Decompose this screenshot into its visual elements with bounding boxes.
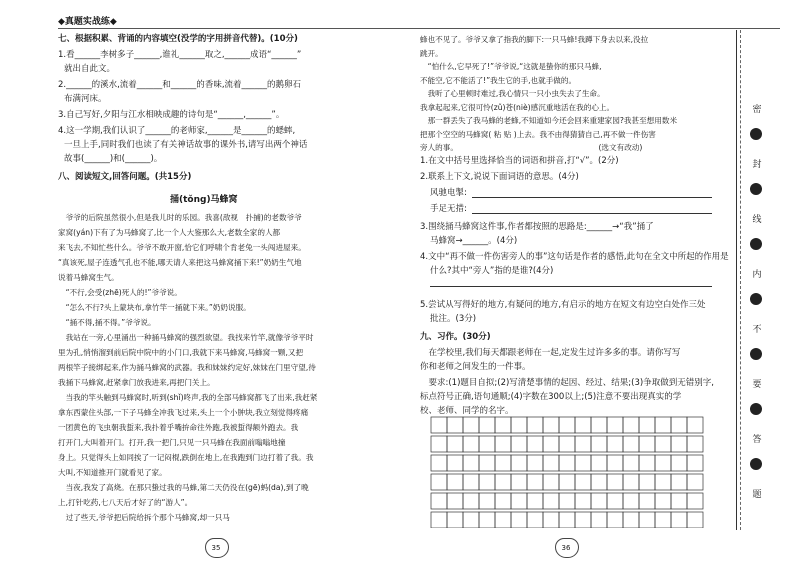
essay-line: 不能空,它不能活了!”我生它的手,也就手做的。	[420, 75, 577, 85]
grid-cell[interactable]	[559, 474, 575, 490]
grid-cell[interactable]	[687, 436, 703, 452]
grid-cell[interactable]	[591, 455, 607, 471]
essay-line: 当我的竿头触到马蜂窝时,听到(shǐ)咚声,我的全部马蜂窝都飞了出来,我赶紧	[58, 393, 318, 402]
grid-cell[interactable]	[655, 436, 671, 452]
grid-cell[interactable]	[431, 512, 447, 528]
q9-1: 在学校里,我们每天都跟老师在一起,定发生过许多多的事。请你写写	[420, 348, 681, 358]
grid-cell[interactable]	[639, 455, 655, 471]
writing-grid[interactable]	[430, 416, 710, 528]
grid-cell[interactable]	[607, 417, 623, 433]
grid-cell[interactable]	[559, 417, 575, 433]
grid-cell[interactable]	[527, 436, 543, 452]
q2: 2.联系上下文,说说下面词语的意思。(4分)	[420, 172, 579, 182]
grid-cell[interactable]	[447, 474, 463, 490]
q9-title: 九、习作。(30分)	[420, 332, 491, 342]
grid-cell[interactable]	[639, 474, 655, 490]
grid-cell[interactable]	[575, 493, 591, 509]
grid-cell[interactable]	[495, 436, 511, 452]
q3: 3.围绕捅马蜂窝这件事,作者都按照的思路是:______→“我”捅了	[420, 222, 654, 232]
grid-cell[interactable]	[447, 512, 463, 528]
grid-cell[interactable]	[495, 512, 511, 528]
binder-char: 不	[752, 325, 762, 335]
grid-cell[interactable]	[447, 417, 463, 433]
essay-line: 过了些天,爷爷把后院给拆个那个马蜂窝,却一只马	[58, 513, 230, 522]
grid-cell[interactable]	[559, 436, 575, 452]
essay-line: 一团黄色的飞虫朝我蜇来,我扑着乎嘴拚命往外跑,我被蜇得额外跑去。我	[58, 423, 299, 432]
grid-cell[interactable]	[463, 474, 479, 490]
grid-cell[interactable]	[591, 512, 607, 528]
grid-cell[interactable]	[607, 455, 623, 471]
grid-cell[interactable]	[639, 436, 655, 452]
grid-cell[interactable]	[479, 436, 495, 452]
q2b-answer-line[interactable]	[472, 213, 712, 214]
q9-2: 你和老师之间发生的一件事。	[420, 362, 531, 372]
grid-cell[interactable]	[607, 474, 623, 490]
grid-cell[interactable]	[527, 493, 543, 509]
essay-line: “怕什么,它早死了!”爷爷说,“这就是蛰你的那只马蜂,	[420, 62, 602, 71]
grid-cell[interactable]	[447, 493, 463, 509]
grid-cell[interactable]	[607, 493, 623, 509]
binder-char: 线	[752, 215, 762, 225]
binding-line	[736, 30, 737, 530]
grid-cell[interactable]	[479, 417, 495, 433]
grid-cell[interactable]	[511, 474, 527, 490]
grid-cell[interactable]	[687, 512, 703, 528]
grid-cell[interactable]	[687, 455, 703, 471]
grid-cell[interactable]	[479, 493, 495, 509]
grid-cell[interactable]	[527, 417, 543, 433]
q7-4c: 故事(______)和(______)。	[64, 154, 163, 164]
grid-cell[interactable]	[511, 417, 527, 433]
grid-cell[interactable]	[655, 455, 671, 471]
essay-line: “真该死,屋子连透气孔也不能,哪天请人来把这马蜂窝捅下来!”奶奶生气地	[58, 258, 302, 267]
grid-cell[interactable]	[479, 512, 495, 528]
grid-cell[interactable]	[495, 474, 511, 490]
binder-dot-icon	[750, 238, 762, 250]
essay-line: 身上。只觉得头上如同挨了一记闷棍,跌倒在地上,在我跑到门边打着了我。我	[58, 453, 314, 462]
q7-1b: 就出自此文。	[64, 64, 116, 74]
grid-cell[interactable]	[463, 436, 479, 452]
q7-4b: 一旦上手,同时我们也读了有关神话故事的课外书,请写出两个神话	[64, 140, 308, 150]
grid-cell[interactable]	[431, 493, 447, 509]
grid-cell[interactable]	[447, 436, 463, 452]
grid-cell[interactable]	[543, 455, 559, 471]
binder-char: 密	[752, 105, 762, 115]
grid-cell[interactable]	[575, 417, 591, 433]
grid-cell[interactable]	[575, 474, 591, 490]
grid-cell[interactable]	[591, 417, 607, 433]
grid-cell[interactable]	[495, 455, 511, 471]
essay-line: 爷爷的后院虽然很小,但是我儿时的乐园。我喜(敌视 扑捕)的老数爷爷	[58, 213, 302, 222]
grid-cell[interactable]	[463, 512, 479, 528]
essay-line: 我捅下马蜂窝,赶紧拿门放我进来,再把门关上。	[58, 378, 215, 387]
grid-cell[interactable]	[575, 455, 591, 471]
grid-cell[interactable]	[463, 493, 479, 509]
q9-5: 校、老师、同学的名字。	[420, 406, 514, 416]
essay-line: 当夜,我发了高烧。在那只蛰过我的马蜂,第二天仍没在(gē)蚂(da),到了晚	[58, 483, 309, 492]
essay-line: 说着马蜂窝生气。	[58, 273, 119, 282]
q7-4: 4.这一学期,我们认识了______的老师家,______是______的蟋蟀,	[58, 126, 296, 136]
grid-cell[interactable]	[671, 417, 687, 433]
essay-line: 打开门,大叫着开门。打开,我一把门,只见一只马蜂在我面前嗡嗡地撞	[58, 438, 286, 447]
q5: 5.尝试从写得好的地方,有疑问的地方,有启示的地方在短文有边空白处作三处	[420, 300, 706, 310]
essay-line: 跳开。	[420, 48, 443, 58]
grid-cell[interactable]	[607, 512, 623, 528]
q7-3: 3.自己写好,夕阳与江水相映成趣的诗句是“______,______”。	[58, 110, 285, 120]
essay-title: 捅(tǒng)马蜂窝	[170, 195, 238, 205]
q7-2: 2.______的溪水,流着______和______的香味,流着______的鹅卵石	[58, 80, 302, 90]
grid-cell[interactable]	[623, 417, 639, 433]
header: ◆真题实战练◆	[58, 17, 117, 27]
grid-cell[interactable]	[463, 455, 479, 471]
essay-line: “怎么不行?头上蒙块布,拿竹竿一捅就下来。”奶奶说服。	[58, 303, 251, 312]
grid-cell[interactable]	[591, 493, 607, 509]
grid-cell[interactable]	[543, 474, 559, 490]
grid-cell[interactable]	[575, 436, 591, 452]
binder-dot-icon	[750, 128, 762, 140]
grid-cell[interactable]	[687, 417, 703, 433]
essay-line: 家窝(yán)下有了为马蜂窝了,比一个人大鉴那么大,老数全家的人都	[58, 228, 281, 237]
binder-char: 答	[752, 435, 762, 445]
grid-cell[interactable]	[655, 512, 671, 528]
binder-dot-icon	[750, 458, 762, 470]
q3b: 马蜂窝→______。(4分)	[430, 236, 518, 246]
grid-cell[interactable]	[495, 493, 511, 509]
binder-dot-icon	[750, 183, 762, 195]
grid-cell[interactable]	[639, 417, 655, 433]
grid-cell[interactable]	[511, 493, 527, 509]
binder-char: 内	[752, 270, 762, 280]
grid-cell[interactable]	[671, 474, 687, 490]
binder-dot-icon	[750, 293, 762, 305]
grid-cell[interactable]	[527, 455, 543, 471]
essay-line: “不行,会受(zhē)死人的!”爷爷说。	[58, 288, 182, 297]
binder-dot-icon	[750, 348, 762, 360]
grid-cell[interactable]	[671, 512, 687, 528]
grid-cell[interactable]	[575, 512, 591, 528]
grid-cell[interactable]	[559, 455, 575, 471]
grid-cell[interactable]	[623, 512, 639, 528]
grid-cell[interactable]	[687, 493, 703, 509]
grid-cell[interactable]	[431, 455, 447, 471]
binder-dot-icon	[750, 403, 762, 415]
essay-line: 拿东西蒙住头部,一下子马蜂全冲我飞过来,头上一个小肿块,我立刻觉得疼痛	[58, 408, 309, 417]
grid-cell[interactable]	[511, 436, 527, 452]
grid-cell[interactable]	[623, 474, 639, 490]
grid-cell[interactable]	[687, 474, 703, 490]
grid-cell[interactable]	[543, 417, 559, 433]
essay-line: 来飞去,不知忙些什么。爷爷不敢开窗,恰它们呼啸个肯老兔一头闯进屋来。	[58, 243, 306, 252]
essay-line: 两根竿子接绑起来,作为捅马蜂窝的武器。我和妹妹约定好,妹妹在门里守望,待	[58, 363, 316, 372]
grid-cell[interactable]	[655, 417, 671, 433]
binder-char: 题	[752, 490, 762, 500]
grid-cell[interactable]	[607, 436, 623, 452]
essay-line: 把那个空空的马蜂窝( 粘 贴 )上去。我不由得猜猜自己,再不做一件伤害	[420, 129, 656, 139]
grid-cell[interactable]	[623, 436, 639, 452]
grid-cell[interactable]	[543, 512, 559, 528]
grid-cell[interactable]	[591, 474, 607, 490]
q5b: 批注。(3分)	[430, 314, 477, 324]
q4b: 什么?其中“旁人”指的是谁?(4分)	[430, 266, 554, 276]
grid-cell[interactable]	[543, 436, 559, 452]
q2a-answer-line[interactable]	[472, 197, 712, 198]
q9-4: 标点符号正确,语句通顺;(4)字数在300以上;(5)注意不要出现真实的学	[420, 392, 682, 402]
grid-cell[interactable]	[655, 474, 671, 490]
q7-2b: 布满河床。	[64, 94, 107, 104]
q9-3: 要求:(1)题目自拟;(2)写清楚事情的起因、经过、结果;(3)争取做到无错别字,	[420, 378, 714, 388]
essay-line: 蜂也不见了。爷爷又拿了指我的脚下:一只马蜂!我蹲下身去以来,没拉	[420, 35, 649, 44]
page-number: 36	[561, 544, 571, 552]
grid-cell[interactable]	[623, 493, 639, 509]
grid-cell[interactable]	[511, 512, 527, 528]
q7-title: 七、根据积累、背诵的内容填空(没学的字用拼音代替)。(10分)	[58, 34, 298, 44]
grid-cell[interactable]	[431, 436, 447, 452]
grid-cell[interactable]	[431, 417, 447, 433]
binder-char: 要	[752, 380, 762, 390]
grid-cell[interactable]	[527, 474, 543, 490]
q2a-label: 风驰电掣:	[430, 188, 467, 198]
grid-cell[interactable]	[639, 512, 655, 528]
grid-cell[interactable]	[655, 493, 671, 509]
grid-cell[interactable]	[671, 455, 687, 471]
grid-cell[interactable]	[463, 417, 479, 433]
essay-line: “捅不得,捅不得。”爷爷说。	[58, 318, 156, 327]
grid-cell[interactable]	[511, 455, 527, 471]
grid-cell[interactable]	[671, 436, 687, 452]
left-page	[0, 0, 390, 566]
grid-cell[interactable]	[495, 417, 511, 433]
essay-line: 上,打针吃药,七八天后才好了的“游人”。	[58, 498, 193, 507]
essay-line: 大叫,不知道推开门就看见了家。	[58, 468, 167, 477]
essay-line: 旁人的事。 (选文有改动)	[420, 143, 643, 152]
q8-title: 八、阅读短文,回答问题。(共15分)	[58, 172, 192, 182]
essay-line: 我拿起起来,它很可怜(zǔ)苍(niè)感沉重地活在我的心上。	[420, 102, 615, 112]
binding-margin	[724, 30, 780, 530]
grid-cell[interactable]	[671, 493, 687, 509]
q4: 4.文中“再不做一件伤害旁人的事”这句话是作者的感悟,此句在全文中所起的作用是	[420, 252, 729, 262]
essay-line: 我站在一旁,心里涌出一种捅马蜂窝的强烈欲望。我找来竹竿,就像爷爷平时	[58, 333, 314, 342]
q4-answer-line[interactable]	[430, 286, 712, 287]
grid-cell[interactable]	[559, 493, 575, 509]
q7-1: 1.看______李树多子______,谁礼______取之,______成语“______”	[58, 50, 302, 60]
binder-char: 封	[752, 160, 762, 170]
q2b-label: 手足无措:	[430, 204, 467, 214]
essay-line: 那一群丢失了我马蜂的老蜂,不知道如今还会回来重建家园?我甚至想用数米	[420, 116, 678, 125]
essay-line: 里为孔,悄悄溜到前后院中院中的小门口,我就下来马蜂窝,马蜂窝一颗,又把	[58, 348, 304, 357]
grid-cell[interactable]	[527, 512, 543, 528]
binding-dashed-line	[740, 30, 741, 530]
q1: 1.在文中括号里选择恰当的词语和拼音,打“√”。(2分)	[420, 156, 619, 166]
grid-cell[interactable]	[543, 493, 559, 509]
grid-cell[interactable]	[431, 474, 447, 490]
grid-cell[interactable]	[591, 436, 607, 452]
grid-cell[interactable]	[559, 512, 575, 528]
essay-line: 我听了心里顿时难过,我心情只一只小虫失去了生命。	[420, 89, 605, 98]
grid-cell[interactable]	[479, 474, 495, 490]
page-number: 35	[211, 544, 221, 552]
grid-cell[interactable]	[479, 455, 495, 471]
grid-cell[interactable]	[639, 493, 655, 509]
grid-cell[interactable]	[623, 455, 639, 471]
grid-cell[interactable]	[447, 455, 463, 471]
